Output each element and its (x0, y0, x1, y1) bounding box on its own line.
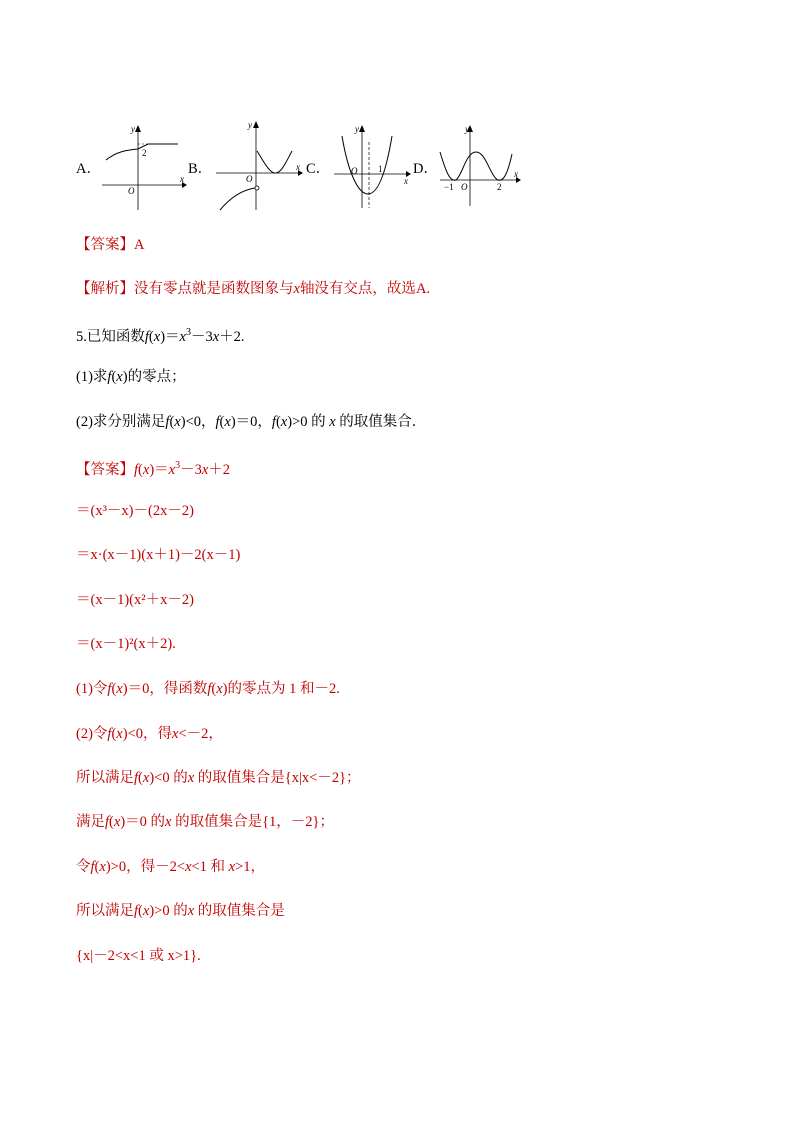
analysis-1-text-a: 没有零点就是函数图象与 (134, 281, 294, 297)
q5-p1-x: x (116, 369, 123, 385)
solution-part-2: (2)令f(x)<0，得x<－2， (76, 726, 223, 742)
set2-c: 的取值集合是 (175, 814, 263, 830)
sol2-b: <0，得 (127, 726, 173, 742)
solution-set-3: 令f(x)>0，得－2<x<1 和 x>1， (76, 859, 266, 875)
q5-minus: －3 (190, 328, 213, 345)
graph-c (330, 122, 415, 212)
sol1-c: 的零点为 1 和－2. (227, 681, 340, 697)
question-5-part-1 (76, 367, 186, 387)
graph-c-origin: O (351, 166, 358, 176)
sol1-b: ＝0，得函数 (127, 681, 208, 697)
q5-p1-c: )的零点； (122, 369, 186, 385)
answer-2-first: 【答案】$f(x)=x^3-3x+2$ (76, 460, 231, 478)
q5-p1-b: ( (111, 369, 117, 385)
graph-d-tick-2: 2 (497, 182, 502, 192)
set2-a: 满足 (76, 814, 105, 830)
option-a-label: A． (76, 161, 101, 177)
graph-d-y-label: y (465, 124, 469, 134)
q5-stem-text: 5.已知函数 (76, 328, 145, 345)
set1-d: {x|x<－2}； (284, 770, 361, 786)
graph-d-origin: O (461, 182, 468, 192)
option-c-label: C． (306, 161, 331, 177)
set2-d: {1，－2}； (262, 814, 335, 830)
graph-c-tick-1: 1 (378, 164, 383, 174)
solution-final-set: {x|－2<x<1 或 x>1}. (76, 948, 201, 964)
q5-p1-a: (1)求 (76, 369, 108, 385)
analysis-1-var: x (293, 281, 300, 297)
graph-d (436, 122, 526, 212)
q5-p1-f: f (107, 369, 112, 385)
graph-b (212, 118, 307, 213)
q5-plus: ＋2. (219, 328, 245, 345)
solution-part-1: (1)令f(x)＝0，得函数f(x)的零点为 1 和－2. (76, 681, 340, 697)
answer-2-line-2: ＝x·(x－1)(x＋1)－2(x－1) (76, 547, 241, 563)
set3-c: <1 和 (191, 859, 226, 875)
solution-set-1: 所以满足f(x)<0 的x 的取值集合是{x|x<－2}； (76, 770, 361, 786)
q5-x2: x (179, 328, 186, 345)
question-5-part-2: (2)求分别满足f(x)<0，f(x)＝0，f(x)>0 的 x 的取值集合． (76, 414, 427, 430)
graph-b-x-label: x (296, 162, 300, 172)
set3-b: >0，得－2< (110, 859, 186, 875)
graph-a-origin: O (128, 186, 135, 196)
option-b-label: B． (188, 161, 213, 177)
graph-d-x-label: x (514, 169, 518, 179)
graph-c-x-label: x (404, 176, 408, 186)
q5-f: f (144, 328, 149, 345)
sol2-a: (2)令 (76, 726, 108, 742)
q5-x3: x (212, 328, 220, 345)
solution-set-4: 所以满足f(x)>0 的x 的取值集合是 (76, 903, 285, 919)
analysis-1-tag: 【解析】 (76, 281, 134, 297)
graph-b-y-label: y (248, 120, 252, 130)
q5-paren-open: ( (148, 328, 154, 345)
option-d-label: D． (413, 161, 438, 177)
q5-p2-text: (2)求分别满足 (76, 414, 166, 430)
answer-1 (76, 235, 144, 255)
q5-exp: 3 (185, 327, 191, 338)
graph-d-tick-neg1: −1 (444, 182, 454, 192)
set1-a: 所以满足 (76, 770, 134, 786)
set3-d: >1， (235, 859, 266, 875)
q5-x: x (153, 328, 161, 345)
answer-1-value: A (134, 237, 145, 253)
graph-c-y-label: y (355, 124, 359, 134)
graph-a-tick-2: 2 (142, 148, 147, 158)
analysis-1 (76, 279, 430, 299)
q5-eq: )＝ (160, 328, 180, 345)
set4-a: 所以满足 (76, 903, 134, 919)
q5-p2-de: 的 (311, 414, 326, 430)
graph-a-x-label: x (180, 174, 184, 184)
sol2-c: <－2， (178, 726, 223, 742)
q5-p2-end: 的取值集合． (339, 414, 427, 430)
set1-c: 的取值集合是 (197, 770, 285, 786)
answer-2-tag: 【答案】 (76, 461, 134, 478)
graph-b-origin: O (246, 174, 253, 184)
set4-b: >0 的 (154, 903, 188, 919)
analysis-1-text-b: 轴没有交点，故选 (299, 281, 416, 297)
answer-1-tag: 【答案】 (76, 237, 134, 253)
answer-2-line-1: ＝(x³－x)－(2x－2) (76, 503, 194, 519)
graph-a-y-label: y (131, 124, 135, 134)
question-5-stem (76, 323, 245, 347)
graph-a (98, 122, 188, 212)
sol1-a: (1)令 (76, 681, 108, 697)
set4-c: 的取值集合是 (197, 903, 285, 919)
set1-b: <0 的 (154, 770, 188, 786)
set2-b: ＝0 的 (125, 814, 166, 830)
answer-2-line-3: ＝(x－1)(x²＋x－2) (76, 592, 194, 608)
solution-set-2: 满足f(x)＝0 的x 的取值集合是{1，－2}； (76, 814, 335, 830)
set3-a: 令 (76, 859, 91, 875)
analysis-1-value: A. (415, 281, 431, 297)
answer-2-line-4: ＝(x－1)²(x＋2). (76, 636, 176, 652)
